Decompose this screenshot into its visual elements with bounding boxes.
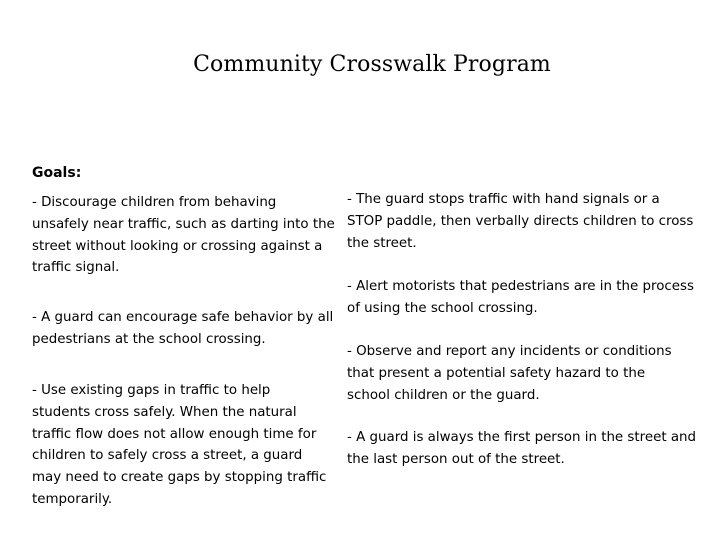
goal-paragraph: - A guard can encourage safe behavior by all pedestrians at the school crossing.: [32, 310, 334, 347]
duty-paragraph: - The guard stops traffic with hand signals or a STOP paddle, then verbally directs children to cross the street.: [347, 192, 694, 251]
goals-heading: Goals:: [32, 165, 82, 181]
slide-title: Community Crosswalk Program: [193, 52, 551, 77]
goal-paragraph: - Use existing gaps in traffic to help students cross safely. When the natural traffic flow does not allow enough time for children to safely cross a street, a guard may need to create gaps by stopping traffic temporarily.: [32, 383, 327, 507]
duty-paragraph: - Observe and report any incidents or conditions that present a potential safety hazard to the school children or the guard.: [347, 344, 672, 403]
duty-paragraph: - A guard is always the first person in the street and the last person out of the street.: [347, 430, 697, 467]
duty-paragraph: - Alert motorists that pedestrians are in the process of using the school crossing.: [347, 279, 694, 316]
goal-paragraph: - Discourage children from behaving unsafely near traffic, such as darting into the street without looking or crossing against a traffic signal.: [32, 195, 335, 276]
